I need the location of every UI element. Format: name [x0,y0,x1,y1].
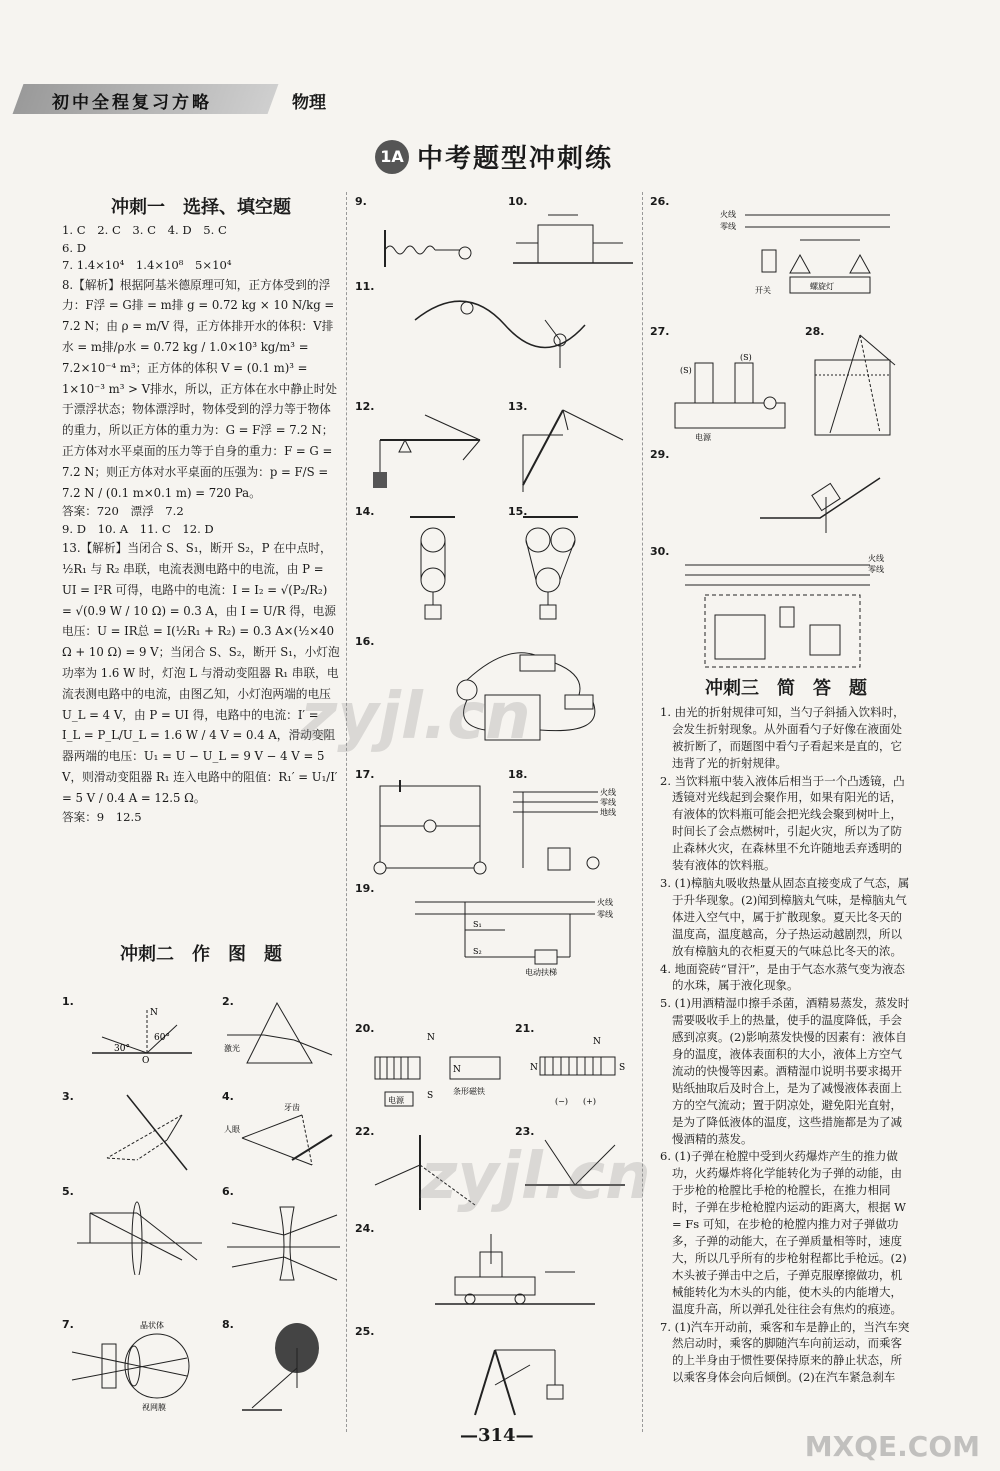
figure-24: 24. [355,1222,635,1312]
lamp-circuit-diagram [650,195,900,305]
svg-text:(S): (S) [680,366,692,375]
cart-diagram [355,1222,635,1312]
svg-text:N: N [530,1063,538,1073]
svg-text:N: N [453,1065,461,1075]
svg-text:开关: 开关 [755,286,771,295]
figure-18: 18. 火线 零线 地线 [508,768,638,878]
svg-text:火线: 火线 [597,898,613,907]
solenoid-diagram [515,1022,640,1117]
normal-label: N [150,1008,158,1018]
answer-line: 答案：720 漂浮 7.2 [62,504,184,519]
figure-21: 21. N N S (−) (+) [515,1022,640,1117]
reflection-diagram [62,995,192,1065]
svg-text:S: S [427,1091,434,1101]
figure-6: 6. [222,1185,340,1285]
qa-item: 3. (1)樟脑丸吸收热量从固态直接变成了气态，属于升华现象。(2)闻到樟脑丸气味，是樟脑丸气体进入空气中，属于扩散现象。夏天比冬天的温度高，温度越高，分子热运动越剧烈，所以放有樟脑丸的衣柜夏天的气味总比冬天的浓。 [660,875,910,958]
prism-diagram [222,995,340,1075]
svg-text:螺旋灯: 螺旋灯 [810,282,834,291]
column-divider [346,192,347,1432]
spring-diagram [355,195,495,270]
figure-15: 15. [508,505,638,630]
svg-text:S₂: S₂ [473,947,482,956]
chapter-icon: 1A [375,140,409,174]
svg-text:条形磁铁: 条形磁铁 [453,1087,485,1096]
section-2-header [62,942,340,969]
svg-text:火线: 火线 [600,788,616,797]
svg-text:(−): (−) [555,1097,568,1106]
answer-line: 9. D 10. A 11. C 12. D [62,521,214,536]
section-3-title: 冲刺三 简 答 题 [705,678,867,699]
figure-29: 29. [650,448,900,538]
figure-16: 16. [355,635,635,760]
page-number: —314— [460,1425,534,1446]
figure-20: 20. N N S 电源 条形磁铁 [355,1022,505,1117]
section-1-title: 冲刺一 选择、填空题 [111,197,291,218]
figure-14: 14. [355,505,495,630]
svg-text:(+): (+) [583,1097,596,1106]
answer-explanation: 13.【解析】当闭合 S、S₁，断开 S₂，P 在中点时，½R₁ 与 R₂ 串联，电流表测电路中的电流，由 P = UI = I²R 可得，电路中的电流：I = I₂ = √(P₂/R₂) = √(0.9 W / 10 Ω) = 0.3 A，由 I = U/R 得，电源电压：U = IR总 = I(½R₁ + R₂) = 0.3 A×(½×40 Ω + 10 Ω) = 9 V；当闭合 S、S₂，断开 S₁，小灯泡功率为 1.6 W 时，灯泡 L 与滑动变阻器 R₁ 串联，电流表测电路中的电流，由图乙知，小灯泡两端的电压 U_L = 4 V，由 P = UI 得，电路中的电流：I′ = I_L = P_L/U_L = 1.6 W / 4 V = 0.4 A，滑动变阻器两端的电压：U₁ = U − U_L = 9 V − 4 V = 5 V，则滑动变阻器 R₁ 连入电路中的阻值：R₁′ = U₁/I′ = 5 V / 0.4 A = 12.5 Ω。 [62,541,340,805]
qa-item: 7. (1)汽车开动前，乘客和车是静止的，当汽车突然启动时，乘客的脚随汽车向前运动，而乘客的上半身由于惯性要保持原来的静止状态，所以乘客身体会向后倾倒。(2)在汽车紧急刹车 [660,1319,910,1385]
escalator-circuit-diagram [355,882,635,977]
figure-7: 7. 晶状体 视网膜 [62,1318,202,1413]
svg-text:零线: 零线 [868,565,884,574]
electromagnets-diagram [650,325,800,445]
household-wiring-diagram [508,768,638,878]
figure-label: 1. [62,995,74,1008]
watermark: zyjl.cn [420,1140,651,1214]
svg-text:零线: 零线 [597,910,613,919]
svg-text:零线: 零线 [720,222,736,231]
figure-10: 10. [508,195,638,275]
answer-line: 6. D [62,240,87,255]
subject-title: 物理 [292,93,326,113]
watermark: zyjl.cn [300,680,531,754]
svg-text:30°: 30° [114,1044,130,1054]
svg-text:晶状体: 晶状体 [140,1321,164,1330]
block-force-diagram [508,195,638,275]
qa-item: 4. 地面瓷砖“冒汗”，是由于气态水蒸气变为液态的水珠，属于液化现象。 [660,961,905,993]
svg-text:S₁: S₁ [473,920,482,929]
corner-watermark: MXQE.COM [804,1430,980,1463]
figure-3: 3. [62,1090,192,1175]
ball-force-diagram [222,1318,340,1413]
figure-22: 22. [355,1125,505,1215]
svg-text:火线: 火线 [720,210,736,219]
pulley-block-diagram [508,505,638,630]
eye-lens-diagram [62,1318,202,1413]
figure-25: 25. [355,1325,635,1420]
svg-text:零线: 零线 [600,798,616,807]
section-1 [62,195,340,826]
water-refraction-diagram [805,325,900,445]
figure-9: 9. [355,195,495,270]
incline-diagram [650,448,900,538]
section-3 [660,677,912,1387]
figure-28: 28. [805,325,900,445]
mirror-image-diagram [62,1090,192,1175]
svg-text:视网膜: 视网膜 [142,1403,166,1412]
figure-19: 19. 火线 零线 S₁ S₂ 电动扶梯 [355,882,635,977]
pulley-diagram [355,505,495,630]
svg-text:(S): (S) [740,353,752,362]
figure-1 [62,995,192,1065]
figure-17: 17. [355,768,495,878]
page-title-text: 中考题型冲刺练 [417,144,614,174]
answer-line: 1. C 2. C 3. C 4. D 5. C [62,223,227,238]
svg-text:人眼: 人眼 [224,1125,240,1134]
qa-item: 5. (1)用酒精湿巾擦手杀菌，酒精易蒸发，蒸发时需要吸收手上的热量，使手的温度降低，手会感到凉爽。(2)影响蒸发快慢的因素有：液体自身的温度，液体表面积的大小，液体上方空气流动的快慢等因素。酒精湿巾说明书要求揭开贴纸抽取后及时合上，是为了减慢液体表面上方的空气流动；置于阴凉处，避免阳光直射，是为了降低液体的温度，这些措施都是为了减慢酒精的蒸发。 [660,996,910,1146]
svg-text:N: N [427,1033,435,1043]
convex-lens-diagram [62,1185,202,1275]
svg-text:牙齿: 牙齿 [284,1103,300,1112]
figure-2: 2. 激光 [222,995,340,1075]
dental-mirror-diagram [222,1090,340,1180]
svg-text:电源: 电源 [388,1096,404,1105]
qa-item: 6. (1)子弹在枪膛中受到火药爆炸产生的推力做功，火药爆炸将化学能转化为子弹的动能，由于步枪的枪膛比手枪的枪膛长，在推力相同时，子弹在步枪枪膛内运动的距离大，根据 W = Fs 可知，在步枪的枪膛内推力对子弹做功多，子弹的动能大，在子弹质量相等时，速度大，所以几乎所有的步枪射程都比手枪远。(2)木头被子弹击中之后，子弹克服摩擦做功，机械能转化为木头的内能，使木头的内能增大，温度升高，所以弹孔处往往会有焦灼的痕迹。 [660,1149,907,1316]
svg-text:地线: 地线 [600,808,616,817]
page-title [375,138,613,175]
electromagnet-diagram [355,1022,505,1117]
figure-30: 30. 火线 零线 [650,545,900,675]
svg-text:激光: 激光 [224,1044,240,1053]
outlet-wiring-diagram [650,545,900,675]
answer-line: 答案：9 12.5 [62,809,142,824]
figure-23: 23. [515,1125,640,1215]
figure-12: 12. [355,400,495,500]
series-title: 初中全程复习方略 [52,93,212,113]
svg-text:S: S [619,1063,626,1073]
svg-text:火线: 火线 [868,554,884,563]
svg-text:60°: 60° [154,1033,170,1043]
figure-8: 8. [222,1318,340,1413]
figure-27: 27. (S) (S) 电源 [650,325,800,445]
qa-item: 2. 当饮料瓶中装入液体后相当于一个凸透镜，凸透镜对光线起到会聚作用，如果有阳光的话，有液体的饮料瓶可能会把光线会聚到树叶上，时间长了会点燃树叶，引起火灾，所以为了防止森林火灾，在森林里不允许随地丢弃透明的装有液体的饮料瓶。 [660,773,905,873]
figure-26: 26. 火线 零线 开关 螺旋灯 [650,195,900,305]
concave-lens-diagram [222,1185,340,1285]
section-2-title: 冲刺二 作 图 题 [120,944,282,965]
svg-text:电动扶梯: 电动扶梯 [525,968,557,977]
figure-5: 5. [62,1185,202,1275]
roller-coaster-diagram [355,280,635,375]
svg-text:电源: 电源 [695,433,711,442]
figure-11: 11. [355,280,635,375]
answer-explanation: 8.【解析】根据阿基米德原理可知，正方体受到的浮力：F浮 = G排 = m排 g = 0.72 kg × 10 N/kg = 7.2 N；由 ρ = m/V 得，正方体排开水的体积：V排水 = m排/ρ水 = 0.72 kg / 1.0×10³ kg/m³ = 7.2×10⁻⁴ m³；正方体的体积 V = (0.1 m)³ = 1×10⁻³ m³ > V排水，所以，正方体在水中静止时处于漂浮状态；物体漂浮时，物体受到的浮力等于物体的重力，所以正方体的重力为：G = F浮 = 7.2 N；正方体对水平桌面的压力等于自身的重力：F = G = 7.2 N；则正方体对水平桌面的压强为：p = F/S = 7.2 N / (0.1 m×0.1 m) = 720 Pa。 [62,277,338,500]
bent-lever-diagram [508,400,638,500]
lever-diagram [355,400,495,500]
figure-4: 4. 人眼 牙齿 [222,1090,340,1180]
qa-item: 1. 由光的折射规律可知，当勺子斜插入饮料时，会发生折射现象。从外面看勺子好像在液面处被折断了，而题图中看勺子看起来是直的，它违背了光的折射规律。 [660,704,905,770]
circuit-diagram [355,768,495,878]
svg-text:N: N [593,1037,601,1047]
crane-lever-diagram [355,1325,635,1420]
column-divider [642,192,643,1432]
answer-line: 7. 1.4×10⁴ 1.4×10⁸ 5×10⁴ [62,258,232,273]
figure-13: 13. [508,400,638,500]
svg-text:O: O [142,1056,150,1065]
